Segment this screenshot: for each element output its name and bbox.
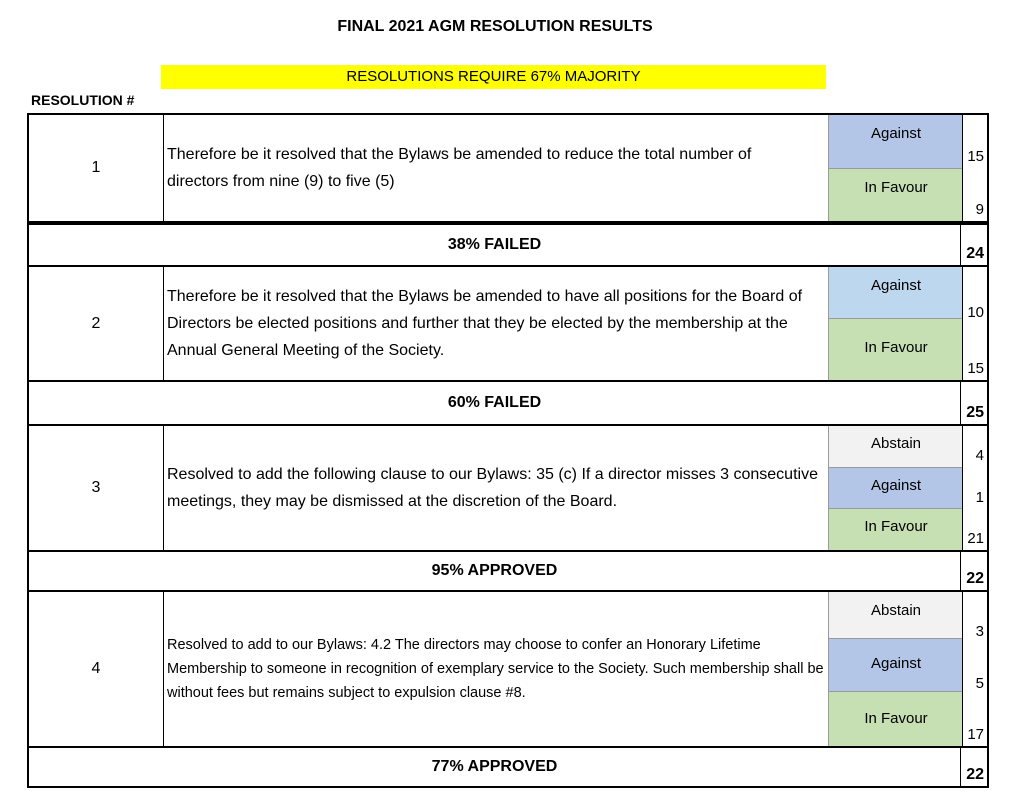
vote-counts bbox=[962, 426, 987, 550]
resolution-row-2 bbox=[27, 265, 989, 382]
resolution-text: Resolved to add to our Bylaws: 4.2 The directors may choose to confer an Honorary Lifetime Membership to someone in recognition of exemplary service to the Society. Such membership shall be without fees but remains subject to expulsion clause #8. bbox=[167, 637, 824, 701]
resolution-number: 1 bbox=[29, 115, 164, 221]
resolution-number: 3 bbox=[29, 426, 164, 550]
resolution-row-4 bbox=[27, 590, 989, 748]
resolution-summary-3 bbox=[27, 550, 989, 592]
against-count: 1 bbox=[975, 488, 984, 506]
abstain-label: Abstain bbox=[829, 592, 963, 639]
against-label: Against bbox=[829, 639, 963, 692]
resolution-text: Resolved to add the following clause to our Bylaws: 35 (c) If a director misses 3 consecutive meetings, they may be dismissed at the discretion of the Board. bbox=[167, 466, 818, 510]
abstain-count: 3 bbox=[975, 623, 984, 641]
total-votes: 24 bbox=[960, 225, 987, 265]
result-text: 38% FAILED bbox=[447, 236, 542, 253]
resolution-row-1 bbox=[27, 113, 989, 223]
resolution-column-label: RESOLUTION # bbox=[31, 92, 135, 108]
vote-labels bbox=[828, 592, 963, 746]
abstain-count: 4 bbox=[975, 447, 984, 465]
in-favour-count: 15 bbox=[967, 360, 984, 377]
resolution-text: Therefore be it resolved that the Bylaws be amended to have all positions for the Board of Directors be elected positions and further that they be elected by the membership at the Annual General Meeting of the Society. bbox=[167, 288, 803, 359]
total-votes: 25 bbox=[960, 382, 987, 424]
in-favour-label: In Favour bbox=[829, 319, 963, 380]
page-title: FINAL 2021 AGM RESOLUTION RESULTS bbox=[337, 18, 653, 35]
total-votes: 22 bbox=[960, 552, 987, 590]
resolution-text: Therefore be it resolved that the Bylaws be amended to reduce the total number of directors from nine (9) to five (5) bbox=[167, 146, 752, 190]
vote-counts bbox=[962, 267, 987, 380]
result-text: 77% APPROVED bbox=[431, 758, 558, 775]
against-count: 10 bbox=[967, 303, 984, 321]
in-favour-count: 17 bbox=[967, 725, 984, 743]
vote-labels bbox=[828, 426, 963, 550]
resolution-summary-4 bbox=[27, 746, 989, 788]
resolution-number: 4 bbox=[29, 592, 164, 746]
against-count: 15 bbox=[967, 148, 984, 165]
vote-labels bbox=[828, 115, 963, 221]
resolution-summary-2 bbox=[27, 380, 989, 426]
in-favour-label: In Favour bbox=[829, 169, 963, 222]
resolution-summary-1 bbox=[27, 223, 989, 267]
against-count: 5 bbox=[975, 674, 984, 692]
result-text: 95% APPROVED bbox=[431, 562, 558, 579]
in-favour-label: In Favour bbox=[829, 509, 963, 550]
against-label: Against bbox=[829, 267, 963, 319]
vote-counts bbox=[962, 115, 987, 221]
in-favour-label: In Favour bbox=[829, 692, 963, 746]
vote-counts bbox=[962, 592, 987, 746]
in-favour-count: 21 bbox=[967, 529, 984, 547]
against-label: Against bbox=[829, 115, 963, 169]
resolution-row-3 bbox=[27, 424, 989, 552]
majority-banner: RESOLUTIONS REQUIRE 67% MAJORITY bbox=[161, 65, 826, 89]
against-label: Against bbox=[829, 468, 963, 510]
total-votes: 22 bbox=[960, 748, 987, 786]
in-favour-count: 9 bbox=[975, 201, 984, 218]
vote-labels bbox=[828, 267, 963, 380]
abstain-label: Abstain bbox=[829, 426, 963, 468]
resolution-number: 2 bbox=[29, 267, 164, 380]
result-text: 60% FAILED bbox=[447, 394, 542, 411]
